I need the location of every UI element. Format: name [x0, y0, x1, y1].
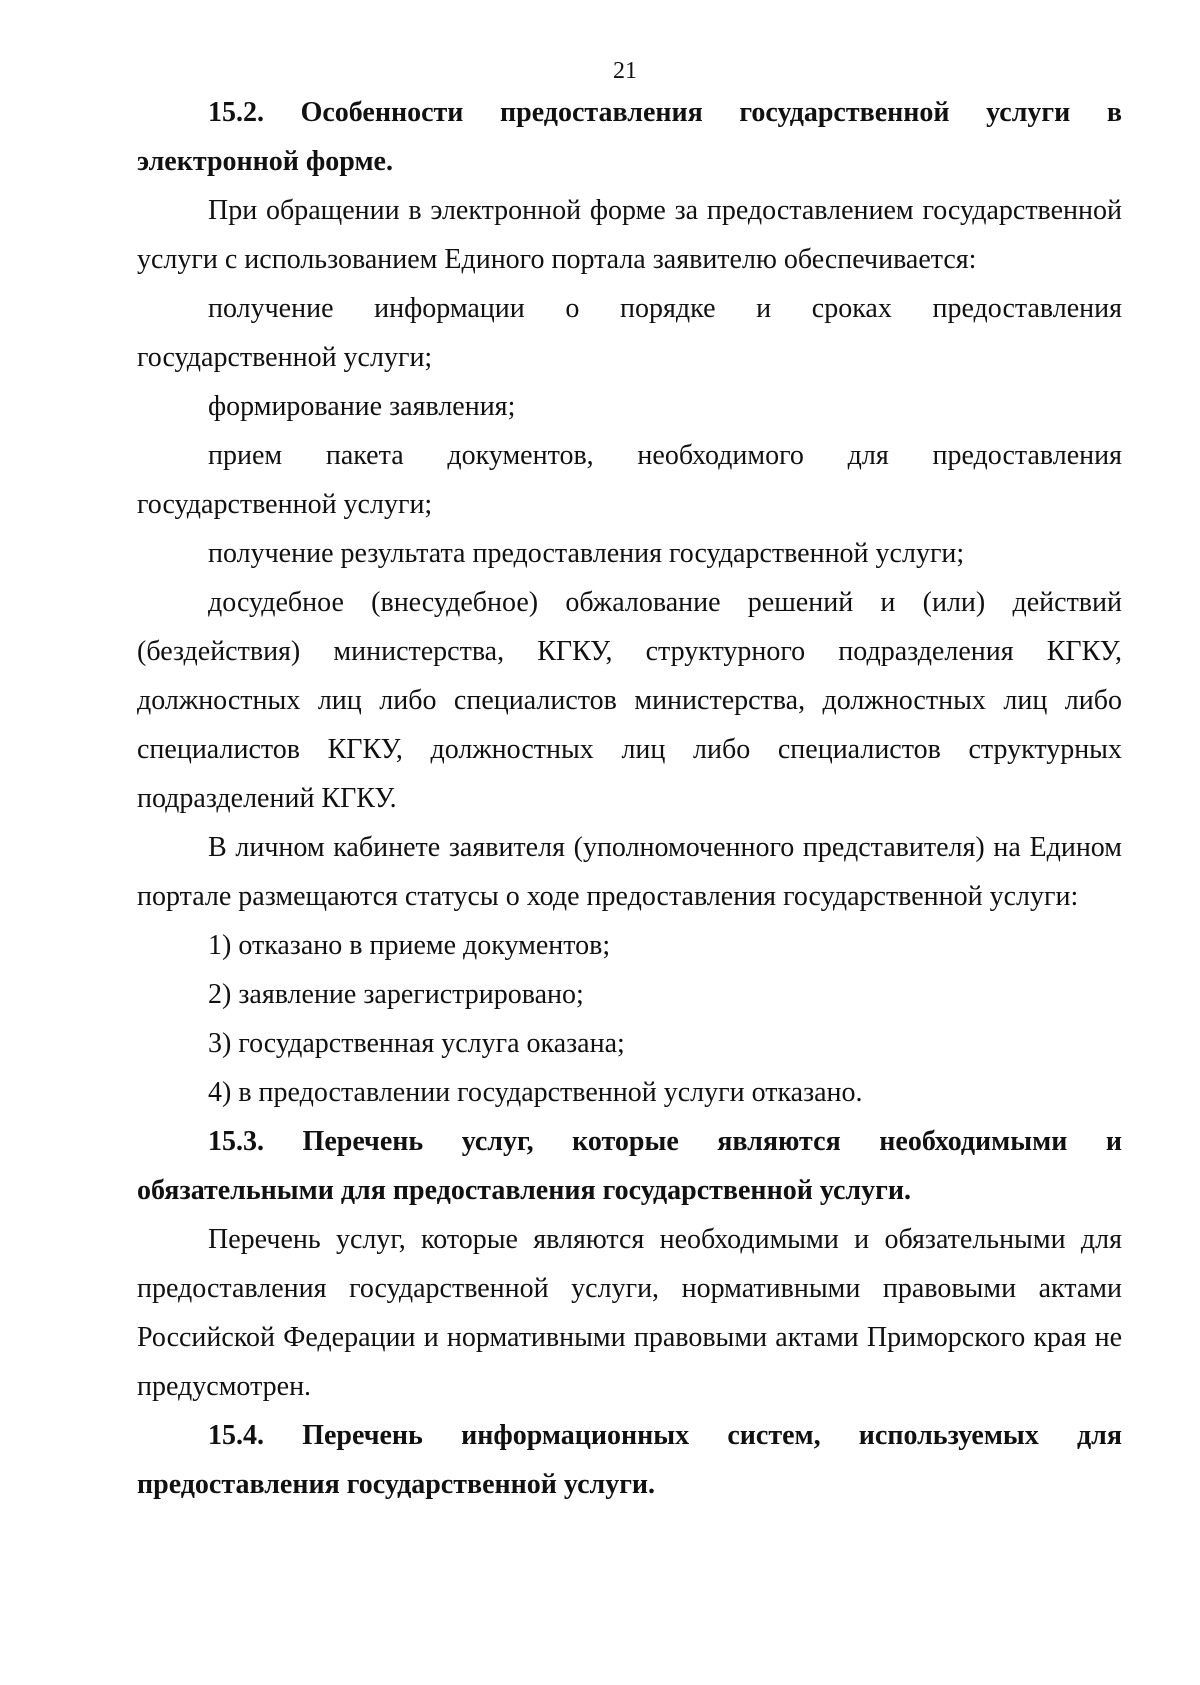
document-body [137, 88, 1122, 1509]
section-heading-15-3: 15.3. Перечень услуг, которые являются необходимыми и обязательными для предоставления государственной услуги. [137, 1126, 1122, 1206]
section-heading-15-2: 15.2. Особенности предоставления государственной услуги в электронной форме. [137, 97, 1122, 177]
status-item-2: 2) заявление зарегистрировано; [208, 979, 584, 1010]
list-item-result: получение результата предоставления государственной услуги; [208, 538, 965, 569]
status-item-1: 1) отказано в приеме документов; [208, 930, 611, 961]
list-item-appeal: досудебное (внесудебное) обжалование решений и (или) действий (бездействия) министерства, КГКУ, структурного подразделения КГКУ, должностных лиц либо специалистов министерства, должностных лиц либо специалистов КГКУ, должностных лиц либо специалистов структурных подразделений КГКУ. [137, 587, 1122, 814]
status-item-3: 3) государственная услуга оказана; [208, 1028, 625, 1059]
paragraph-services-list: Перечень услуг, которые являются необходимыми и обязательными для предоставления государственной услуги, нормативными правовыми актами Российской Федерации и нормативными правовыми актами Приморского края не предусмотрен. [137, 1224, 1122, 1402]
list-item-info: получение информации о порядке и сроках предоставления государственной услуги; [137, 293, 1122, 373]
page-number: 21 [613, 58, 637, 84]
list-item-application: формирование заявления; [208, 391, 516, 422]
list-item-documents: прием пакета документов, необходимого для предоставления государственной услуги; [137, 440, 1122, 520]
status-item-4: 4) в предоставлении государственной услуги отказано. [208, 1077, 863, 1108]
section-heading-15-4: 15.4. Перечень информационных систем, используемых для предоставления государственной услуги. [137, 1420, 1122, 1500]
paragraph-intro: При обращении в электронной форме за предоставлением государственной услуги с использованием Единого портала заявителю обеспечивается: [137, 195, 1122, 275]
paragraph-statuses: В личном кабинете заявителя (уполномоченного представителя) на Едином портале размещаются статусы о ходе предоставления государственной услуги: [137, 832, 1122, 912]
